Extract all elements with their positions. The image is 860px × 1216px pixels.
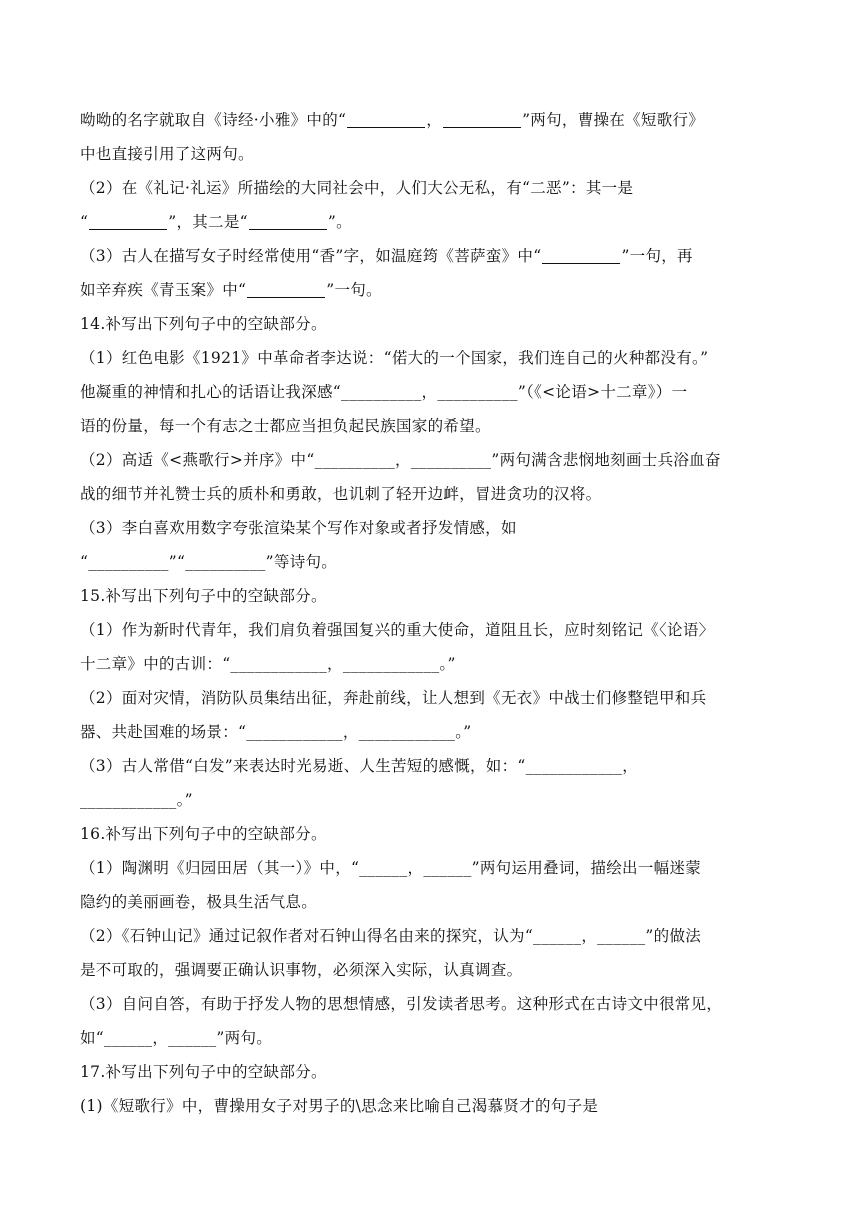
text-line (80, 885, 776, 919)
line-text: （2）在《礼记·礼运》所描绘的大同社会中，人们大公无私，有“二恶”：其一是 (80, 179, 634, 197)
text-line (80, 1089, 776, 1123)
answer-blank[interactable] (542, 262, 620, 264)
text-line (80, 613, 776, 647)
line-text: （3）李白喜欢用数字夸张渲染某个写作对象或者抒发情感，如 (80, 519, 517, 537)
line-text: ”，其二是“ (168, 213, 248, 231)
answer-blank[interactable] (443, 126, 521, 128)
text-line (80, 341, 776, 375)
line-text: 15.补写出下列句子中的空缺部分。 (80, 587, 327, 605)
line-text: ”一句。 (326, 281, 382, 299)
text-line (80, 851, 776, 885)
line-text: ”。 (327, 213, 352, 231)
line-text: 17.补写出下列句子中的空缺部分。 (80, 1063, 327, 1081)
text-line (80, 783, 776, 817)
answer-blank[interactable] (247, 296, 325, 298)
text-line (80, 375, 776, 409)
text-line (80, 1021, 776, 1055)
text-line (80, 987, 776, 1021)
line-text: 14.补写出下列句子中的空缺部分。 (80, 315, 327, 333)
line-text: （1）陶渊明《归园田居（其一）》中，“______，______”两句运用叠词，描绘出一幅迷蒙 (80, 859, 702, 877)
answer-blank[interactable] (347, 126, 425, 128)
answer-blank[interactable] (89, 228, 167, 230)
line-text: 器、共赴国难的场景：“____________，____________。” (80, 723, 472, 741)
line-text: （3）古人在描写女子时经常使用“香”字，如温庭筠《菩萨蛮》中“ (80, 247, 542, 265)
line-text: ”两句，曹操在《短歌行》 (522, 111, 705, 129)
line-text: 如“______，______”两句。 (80, 1029, 273, 1047)
line-text: 呦呦的名字就取自《诗经·小雅》中的“ (80, 111, 347, 129)
text-line (80, 545, 776, 579)
line-text: 是不可取的，强调要正确认识事物，必须深入实际，认真调查。 (80, 961, 523, 979)
line-text: (1)《短歌行》中，曹操用女子对男子的\思念来比喻自己渴慕贤才的句子是 (80, 1097, 599, 1115)
text-line (80, 715, 776, 749)
line-text: （1）红色电影《1921》中革命者李达说：“偌大的一个国家，我们连自己的火种都没有。” (80, 349, 709, 367)
text-line (80, 205, 776, 239)
text-line (80, 239, 776, 273)
text-line (80, 477, 776, 511)
line-text: 战的细节并礼赞士兵的质朴和勇敢，也讥刺了轻开边衅，冒进贪功的汉将。 (80, 485, 602, 503)
text-line (80, 137, 776, 171)
line-text: 十二章》中的古训：“____________，____________。” (80, 655, 456, 673)
line-text: ____________。” (80, 791, 193, 809)
text-line (80, 307, 776, 341)
line-text: （2）高适《<燕歌行>并序》中“__________，__________”两句满含悲悯地刻画士兵浴血奋 (80, 451, 721, 469)
line-text: ， (426, 111, 443, 129)
line-text: 他凝重的神情和扎心的话语让我深感“__________，__________”（《<论语>十二章》）一 (80, 383, 688, 401)
line-text: （3）古人常借“白发”来表达时光易逝、人生苦短的感慨，如：“____________， (80, 757, 639, 775)
line-text: （3）自问自答，有助于抒发人物的思想情感，引发读者思考。这种形式在古诗文中很常见， (80, 995, 723, 1013)
text-line (80, 749, 776, 783)
line-text: “ (80, 213, 89, 231)
line-text: 语的份量，每一个有志之士都应当担负起民族国家的希望。 (80, 417, 491, 435)
line-text: （1）作为新时代青年，我们肩负着强国复兴的重大使命，道阻且长，应时刻铭记《〈论语〉 (80, 621, 715, 639)
text-line (80, 647, 776, 681)
text-line (80, 953, 776, 987)
text-line (80, 511, 776, 545)
line-text: 如辛弃疾《青玉案》中“ (80, 281, 247, 299)
text-line (80, 817, 776, 851)
text-line (80, 681, 776, 715)
text-line (80, 103, 776, 137)
answer-blank[interactable] (249, 228, 327, 230)
text-line (80, 443, 776, 477)
text-line (80, 409, 776, 443)
line-text: （2）面对灾情，消防队员集结出征，奔赴前线，让人想到《无衣》中战士们修整铠甲和兵 (80, 689, 707, 707)
line-text: ”一句，再 (621, 247, 693, 265)
text-line (80, 273, 776, 307)
text-line (80, 919, 776, 953)
line-text: 隐约的美丽画卷，极具生活气息。 (80, 893, 318, 911)
text-line (80, 579, 776, 613)
text-line (80, 171, 776, 205)
text-line (80, 1055, 776, 1089)
line-text: 中也直接引用了这两句。 (80, 145, 254, 163)
line-text: 16.补写出下列句子中的空缺部分。 (80, 825, 327, 843)
line-text: “__________”“__________”等诗句。 (80, 553, 338, 571)
line-text: （2）《石钟山记》通过记叙作者对石钟山得名由来的探究，认为“______，______”的做法 (80, 927, 702, 945)
